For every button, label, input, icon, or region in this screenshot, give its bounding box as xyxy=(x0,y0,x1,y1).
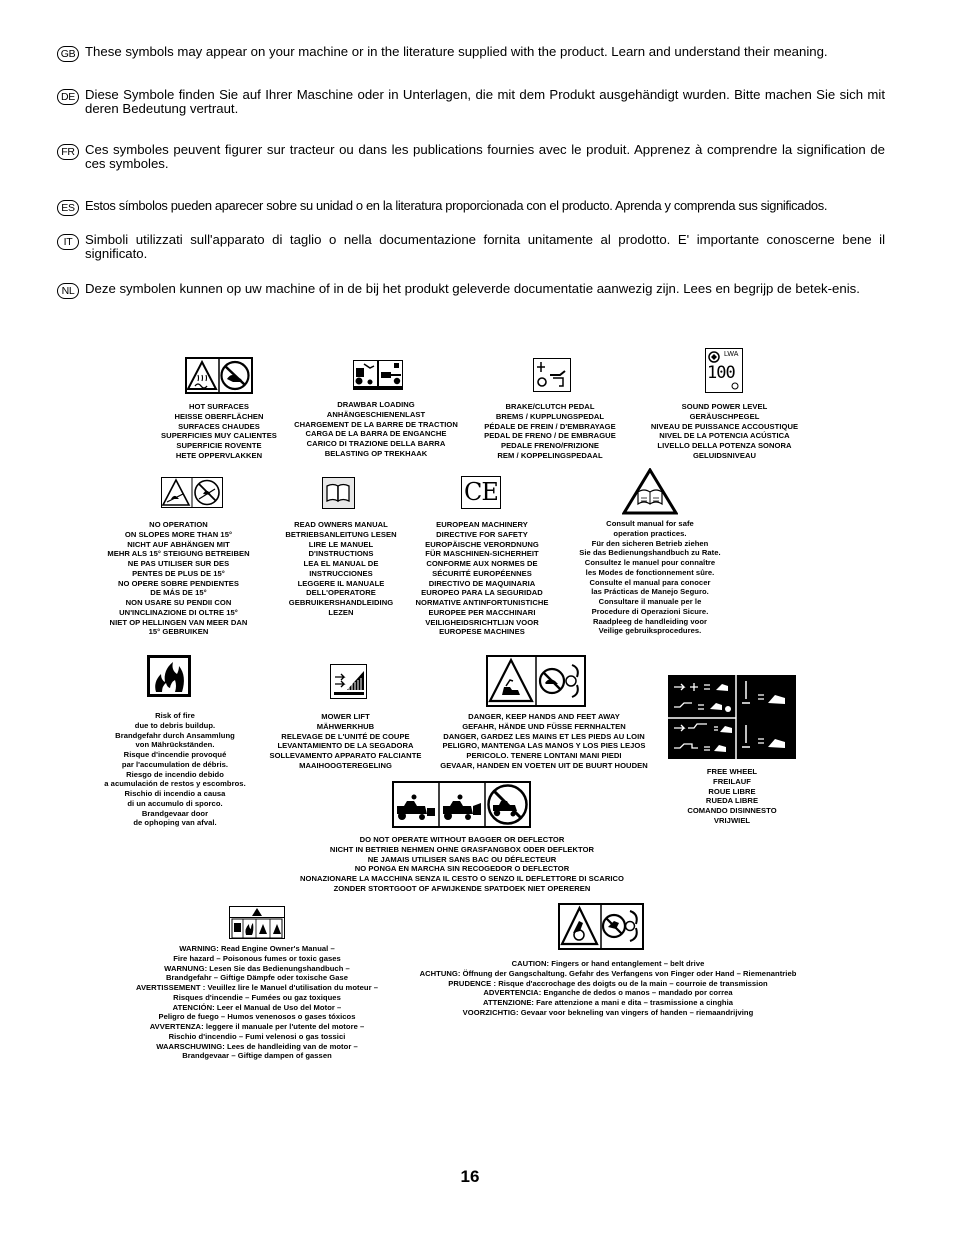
fire-risk-icon xyxy=(147,655,191,697)
belt-drive-caution-icon xyxy=(558,903,644,950)
consult-manual-warning-icon xyxy=(622,468,678,515)
lang-badge-es: ES xyxy=(57,200,79,216)
caption-mower-lift: MOWER LIFT MÄHWERKHUB RELEVAGE DE L'UNITÉ DE COUPE LEVANTAMIENTO DE LA SEGADORA SOLLEVAMENTO APPARATO FALCIANTE MAAIHOOGTEREGELING xyxy=(269,712,422,770)
sound-value-label: 100 xyxy=(707,363,735,383)
caption-no-slopes: NO OPERATION ON SLOPES MORE THAN 15° NICHT AUF ABHÄNGEN MIT MEHR ALS 15° STEIGUNG BETREIBEN NE PAS UTILISER SUR DES PENTES DE PLUS DE 15° NO OPERE SOBRE PENDIENTES DE MÁS DE 15° NON USARE SU PENDII CON UN'INCLINAZIONE DI OLTRE 15° NIET OP HELLINGEN VAN MEER DAN 15° GEBRUIKEN xyxy=(107,520,250,637)
intro-de xyxy=(57,88,885,117)
caption-ce: EUROPEAN MACHINERY DIRECTIVE FOR SAFETY EUROPÄISCHE VERORDNUNG FÜR MASCHINEN-SICHERHEIT CONFORME AUX NORMES DE SÉCURITÉ EUROPÉENNES DIRECTIVO DE MAQUINARIA EUROPEO PARA LA SEGURIDAD NORMATIVE ANTINFORTUNISTICHE EUROPEE PER MACCHINARI VEILIGHEIDSRICHTLIJN VOOR EUROPESE MACHINES xyxy=(415,520,549,637)
bagger-deflector-icon xyxy=(392,781,531,828)
ce-mark-icon xyxy=(461,476,501,509)
engine-warning-icon xyxy=(229,906,285,939)
sound-unit-label: LWA xyxy=(724,351,739,358)
caption-free-wheel: FREE WHEEL FREILAUF ROUE LIBRE RUEDA LIBRE COMANDO DISINNESTO VRIJWIEL xyxy=(687,767,777,825)
intro-it xyxy=(57,233,885,262)
intro-gb xyxy=(57,45,885,59)
hot-surfaces-icon xyxy=(185,357,253,394)
intro-es xyxy=(57,199,885,213)
free-wheel-icon xyxy=(668,675,796,759)
intro-text-it: Simboli utilizzati sull'apparato di taglio o nella documentazione fornita unitamente al prodotto. E' importante conoscerne bene il significato. xyxy=(85,232,885,262)
caption-read-manual: READ OWNERS MANUAL BETRIEBSANLEITUNG LESEN LIRE LE MANUEL D'INSTRUCTIONS LEA EL MANUAL DE INSTRUCCIONES LEGGERE IL MANUALE DELL'OPERATORE GEBRUIKERSHANDLEIDING LEZEN xyxy=(285,520,397,617)
intro-text-fr: Ces symboles peuvent figurer sur tracteur ou dans les publications fournies avec le produit. Apprenez à comprendre la signification de ces symboles. xyxy=(85,142,885,172)
mower-lift-icon xyxy=(330,664,367,699)
intro-text-nl: Deze symbolen kunnen op uw machine of in de bij het produkt geleverde documentatie aanwezig zijn. Lees en begrijp de betek-enis. xyxy=(85,281,860,296)
no-slopes-icon xyxy=(161,477,223,508)
intro-text-gb: These symbols may appear on your machine or in the literature supplied with the product. Learn and understand their meaning. xyxy=(85,44,828,59)
caption-consult-manual: Consult manual for safe operation practices. Für den sicheren Betrieb ziehen Sie das Bedienungshandbuch zu Rate. Consultez le manuel pour connaître les Modes de fonctionnement sûre. Consulte el manual para conocer las Prácticas de Manejo Seguro. Consultare il manuale per le Procedure di Operazioni Sicure. Raadpleeg de handleiding voor Veilige gebruiksprocedures. xyxy=(579,519,721,636)
sound-power-icon xyxy=(705,348,743,393)
caption-engine-warning: WARNING: Read Engine Owner's Manual – Fire hazard – Poisonous fumes or toxic gases WARNUNG: Lesen Sie das Bedienungshandbuch – Brandgefahr – Giftige Dämpfe oder toxische Gase AVERTISSEMENT : Veuillez lire le Manuel d'utilisation du moteur – Risques d'incendie – Fumées ou gaz toxiques ATENCIÓN: Leer el Manual de Uso del Motor – Peligro de fuego – Humos venenosos o gases tóxicos AVVERTENZA: leggere il manuale per l'utente del motore – Rischio d'incendio – Fumi velenosi o gas tossici WAARSCHUWING: Lees de handleiding van de motor – Brandgevaar – Giftige dampen of gassen xyxy=(135,944,379,1061)
intro-text-de: Diese Symbole finden Sie auf Ihrer Maschine oder in Unterlagen, die mit dem Produkt ausgehändigt wurden. Bitte machen Sie sich mit deren Bedeutung vertraut. xyxy=(85,87,885,117)
caption-hot-surfaces: HOT SURFACES HEISSE OBERFLÄCHEN SURFACES CHAUDES SUPERFICIES MUY CALIENTES SUPERFICIE ROVENTE HETE OPPERVLAKKEN xyxy=(161,402,277,460)
caption-belt-drive: CAUTION: Fingers or hand entanglement – belt drive ACHTUNG: Öffnung der Gangschaltung. Gefahr des Verfangens von Finger oder Hand – Riemenantrieb PRUDENCE : Risque d'accrochage des doigts ou de la main – courroie de transmission ADVERTENCIA: Enganche de dedos o manos – mandado por correa ATTENZIONE: Fare attenzione a mani e dita – trasmissione a cinghia VOORZICHTIG: Gevaar voor bekneling van vingers of handen – riemaandrijving xyxy=(419,959,797,1017)
caption-drawbar-loading: DRAWBAR LOADING ANHÄNGESCHIENENLAST CHARGEMENT DE LA BARRE DE TRACTION CARGA DE LA BARRA DE ENGANCHE CARICO DI TRAZIONE DELLA BARRA BELASTING OP TREKHAAK xyxy=(294,400,458,458)
intro-fr xyxy=(57,143,885,172)
hands-feet-danger-icon xyxy=(486,655,586,707)
caption-hands-feet: DANGER, KEEP HANDS AND FEET AWAY GEFAHR, HÄNDE UND FÜSSE FERNHALTEN DANGER, GARDEZ LES MAINS ET LES PIEDS AU LOIN PELIGRO, MANTENGA LAS MANOS Y LOS PIES LEJOS PERICOLO. TENERE LONTANI MANI PIEDI GEVAAR, HANDEN EN VOETEN UIT DE BUURT HOUDEN xyxy=(440,712,648,770)
ce-mark-label: CE xyxy=(464,478,498,506)
brake-clutch-pedal-icon xyxy=(533,358,571,392)
page-number: 16 xyxy=(460,1167,480,1186)
lang-badge-de: DE xyxy=(57,89,79,105)
caption-bagger: DO NOT OPERATE WITHOUT BAGGER OR DEFLECTOR NICHT IN BETRIEB NEHMEN OHNE GRASFANGBOX ODER DEFLEKTOR NE JAMAIS UTILISER SANS BAC OU DÉFLECTEUR NO PONGA EN MARCHA SIN RECOGEDOR O DEFLECTOR NONAZIONARE LA MACCHINA SENZA IL CESTO O SENZO IL DEFLETTORE DI SCARICO ZONDER STORTGOOT OF AFWIJKENDE SPATDOEK NIET OPEREREN xyxy=(299,835,625,893)
read-manual-icon xyxy=(322,477,355,509)
lang-badge-gb: GB xyxy=(57,46,79,62)
lang-badge-it: IT xyxy=(57,234,79,250)
lang-badge-nl: NL xyxy=(57,283,79,299)
caption-sound-power: SOUND POWER LEVEL GERÄUSCHPEGEL NIVEAU DE PUISSANCE ACCOUSTIQUE NIVEL DE LA POTENCIA ACÚSTICA LIVELLO DELLA POTENZA SONORA GELUIDSNIVEAU xyxy=(650,402,799,460)
lang-badge-fr: FR xyxy=(57,144,79,160)
drawbar-loading-icon xyxy=(353,360,403,390)
caption-brake-clutch: BRAKE/CLUTCH PEDAL BREMS / KUPPLUNGSPEDAL PÉDALE DE FREIN / D'EMBRAYAGE PEDAL DE FRENO / DE EMBRAGUE PEDALE FRENO/FRIZIONE REM / KOPPELINGSPEDAAL xyxy=(484,402,616,460)
intro-nl xyxy=(57,282,885,296)
intro-text-es: Estos símbolos pueden aparecer sobre su unidad o en la literatura proporcionada con el producto. Aprenda y comprenda sus significados. xyxy=(85,198,828,213)
caption-fire: Risk of fire due to debris buildup. Brandgefahr durch Ansammlung von Mährückständen. Risque d'incendie provoqué par l'accumulation de débris. Riesgo de incendio debido a acumulación de restos y escombros. Rischio di incendio a causa di un accumulo di sporco. Brandgevaar door de ophoping van afval. xyxy=(104,711,246,828)
